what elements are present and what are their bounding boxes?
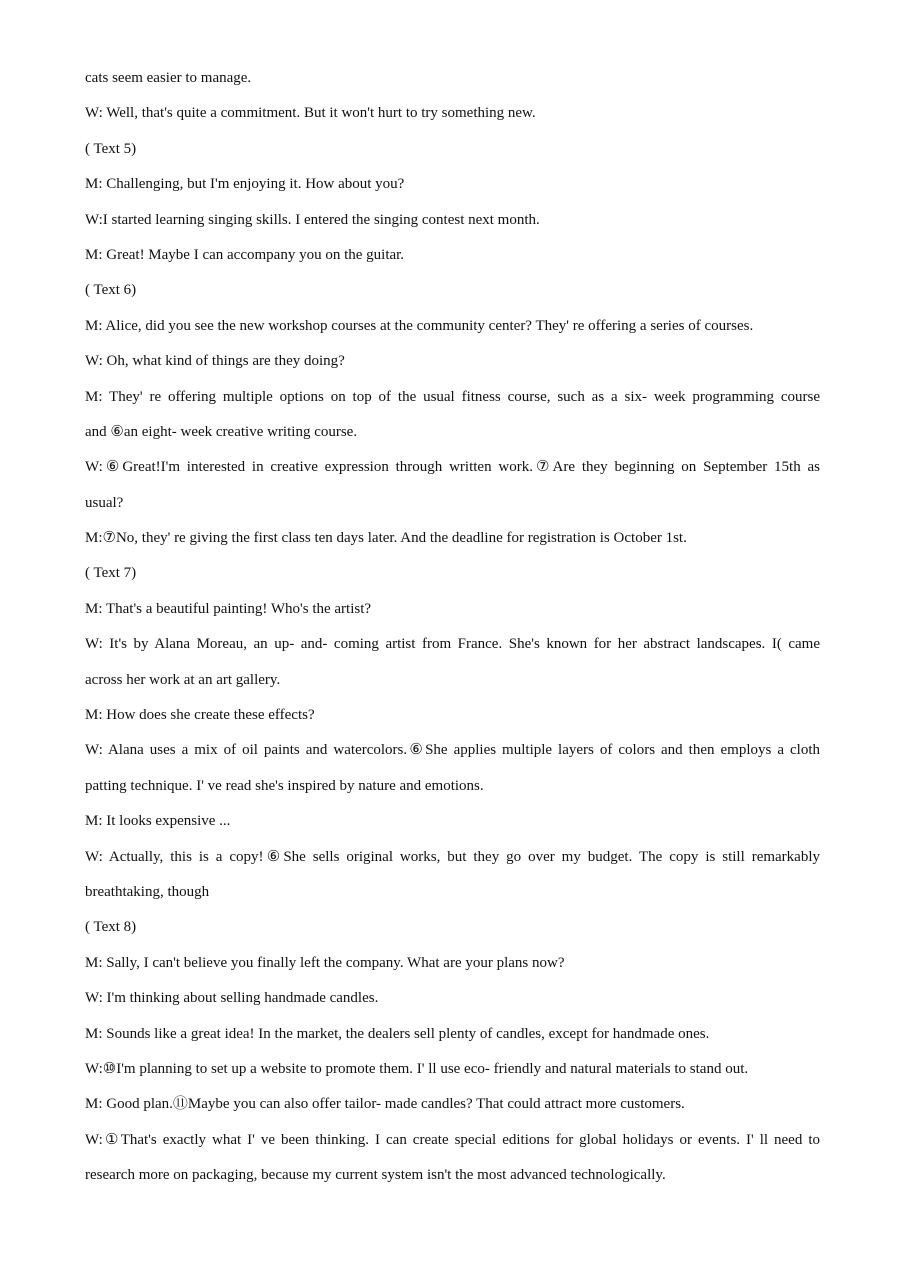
speaker-w-line: W:⑩I'm planning to set up a website to promote them. I' ll use eco- friendly and natural materials to stand out. (85, 1060, 749, 1077)
speaker-w-line: W: Well, that's quite a commitment. But it won't hurt to try something new. (85, 105, 536, 122)
speaker-w-line: W: It's by Alana Moreau, an up- and- coming artist from France. She's known for her abstract landscapes. I( came (85, 636, 820, 653)
section-heading: ( Text 7) (85, 565, 137, 582)
transcript-body (85, 61, 820, 1194)
speaker-m-line: M: They' re offering multiple options on top of the usual fitness course, such as a six- week programming course (85, 388, 820, 405)
speaker-m-line: M: Good plan.⑪Maybe you can also offer tailor- made candles? That could attract more customers. (85, 1096, 685, 1113)
speaker-m-line: M: That's a beautiful painting! Who's the artist? (85, 600, 372, 617)
speaker-w-line: W:I started learning singing skills. I entered the singing contest next month. (85, 211, 540, 228)
speaker-m-line: M: Alice, did you see the new workshop courses at the community center? They' re offering a series of courses. (85, 317, 754, 334)
continuation-line: usual? (85, 494, 124, 511)
continuation-line: breathtaking, though (85, 883, 210, 900)
speaker-w-line: W:⑥Great!I'm interested in creative expression through written work.⑦Are they beginning on September 15th as (85, 459, 820, 476)
speaker-m-line: M: Great! Maybe I can accompany you on the guitar. (85, 246, 405, 263)
section-heading: ( Text 5) (85, 140, 137, 157)
speaker-w-line: W: Alana uses a mix of oil paints and watercolors.⑥She applies multiple layers of colors and then employs a cloth (85, 742, 820, 759)
continuation-line: patting technique. I' ve read she's inspired by nature and emotions. (85, 777, 484, 794)
speaker-w-line: W:①That's exactly what I' ve been thinking. I can create special editions for global holidays or events. I' ll need to (85, 1131, 820, 1148)
speaker-m-line: M: How does she create these effects? (85, 707, 315, 724)
continuation-line: and ⑥an eight- week creative writing course. (85, 423, 358, 440)
speaker-w-line: W: Oh, what kind of things are they doing? (85, 353, 345, 370)
speaker-m-line: M: Challenging, but I'm enjoying it. How about you? (85, 176, 405, 193)
section-heading: ( Text 8) (85, 919, 137, 936)
speaker-w-line: W: Actually, this is a copy!⑥She sells original works, but they go over my budget. The copy is still remarkably (85, 848, 820, 865)
continuation-line: research more on packaging, because my current system isn't the most advanced technologically. (85, 1167, 666, 1184)
continuation-line: across her work at an art gallery. (85, 671, 281, 688)
speaker-w-line: W: I'm thinking about selling handmade candles. (85, 990, 379, 1007)
speaker-m-line: M:⑦No, they' re giving the first class ten days later. And the deadline for registration is October 1st. (85, 530, 687, 547)
speaker-m-line: M: Sounds like a great idea! In the market, the dealers sell plenty of candles, except for handmade ones. (85, 1025, 710, 1042)
section-heading: ( Text 6) (85, 282, 137, 299)
speaker-m-line: M: It looks expensive ... (85, 813, 231, 830)
continuation-line: cats seem easier to manage. (85, 70, 252, 86)
speaker-m-line: M: Sally, I can't believe you finally left the company. What are your plans now? (85, 954, 565, 971)
